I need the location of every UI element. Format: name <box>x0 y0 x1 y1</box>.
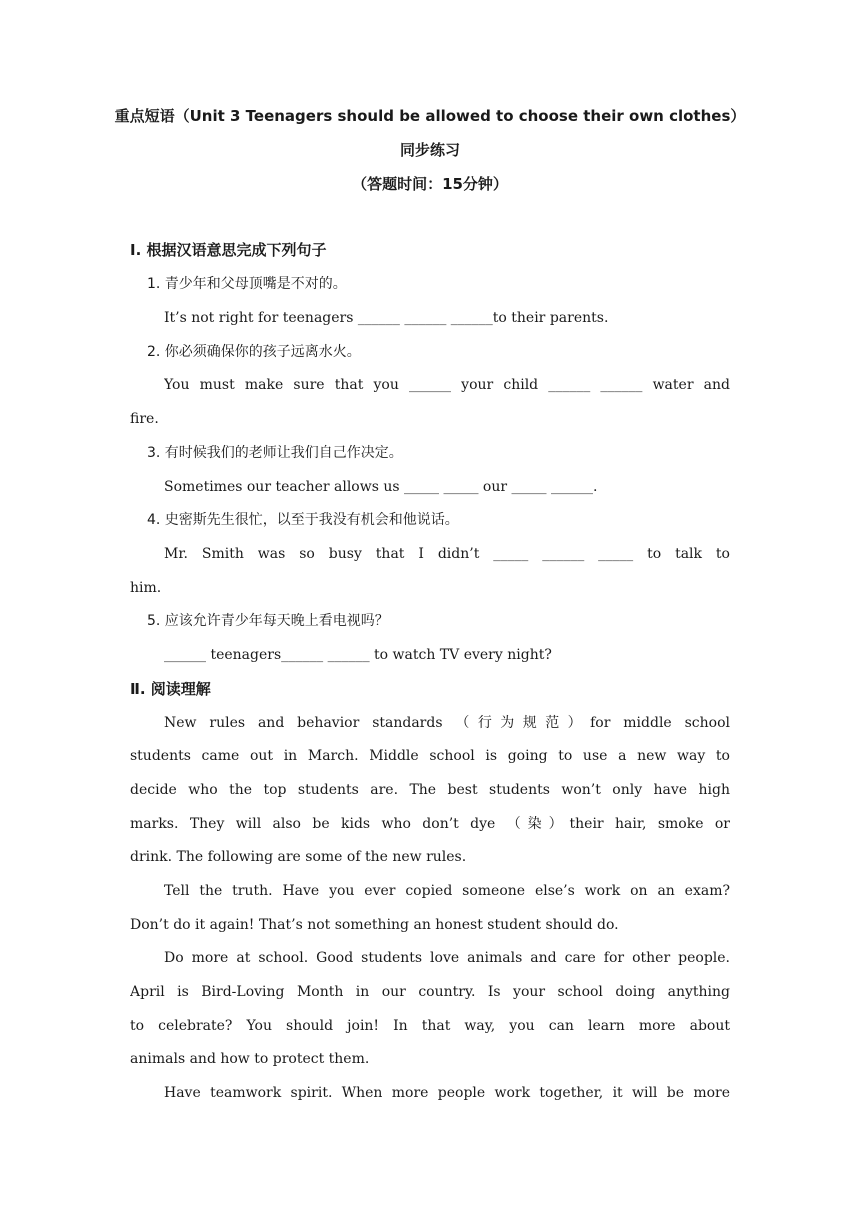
section-1-heading: Ⅰ. 根据汉语意思完成下列句子 <box>130 241 327 259</box>
question-2-chinese: 2. 你必须确保你的孩子远离水火。 <box>147 344 361 360</box>
question-1-chinese: 1. 青少年和父母顶嘴是不对的。 <box>147 276 347 292</box>
reading-line: Do more at school. Good students love animals and care for other people. <box>164 950 730 966</box>
reading-line: April is Bird-Loving Month in our country. Is your school doing anything <box>130 984 730 1000</box>
question-3-english: Sometimes our teacher allows us _____ _____ our _____ ______. <box>164 479 598 495</box>
reading-line: drink. The following are some of the new rules. <box>130 849 467 865</box>
question-5-chinese: 5. 应该允许青少年每天晚上看电视吗？ <box>147 613 389 629</box>
reading-line: students came out in March. Middle school is going to use a new way to <box>130 748 730 764</box>
reading-line: animals and how to protect them. <box>130 1051 370 1067</box>
reading-line: New rules and behavior standards （行为规范）for middle school <box>164 715 730 731</box>
question-3-chinese: 3. 有时候我们的老师让我们自己作决定。 <box>147 445 403 461</box>
question-4-english-cont: him. <box>130 580 162 596</box>
question-4-chinese: 4. 史密斯先生很忙，以至于我没有机会和他说话。 <box>147 512 459 528</box>
reading-line: Tell the truth. Have you ever copied someone else’s work on an exam? <box>164 883 730 899</box>
question-4-english: Mr. Smith was so busy that I didn’t _____ ______ _____ to talk to <box>164 546 730 562</box>
question-2-english: You must make sure that you ______ your child ______ ______ water and <box>164 377 730 393</box>
reading-line: marks. They will also be kids who don’t dye （染）their hair, smoke or <box>130 816 730 832</box>
reading-line: Don’t do it again! That’s not something an honest student should do. <box>130 917 619 933</box>
question-2-english-cont: fire. <box>130 411 159 427</box>
reading-line: Have teamwork spirit. When more people work together, it will be more <box>164 1085 730 1101</box>
section-2-heading: Ⅱ. 阅读理解 <box>130 680 211 698</box>
reading-line: decide who the top students are. The best students won’t only have high <box>130 782 730 798</box>
document-title: 重点短语（Unit 3 Teenagers should be allowed to choose their own clothes） <box>114 107 746 125</box>
question-5-english: ______ teenagers______ ______ to watch TV every night? <box>164 647 552 663</box>
question-1-english: It’s not right for teenagers ______ ______ ______to their parents. <box>164 310 609 326</box>
answer-time: （答题时间：15分钟） <box>352 175 508 193</box>
reading-line: to celebrate? You should join! In that way, you can learn more about <box>130 1018 730 1034</box>
document-subtitle: 同步练习 <box>399 141 460 159</box>
